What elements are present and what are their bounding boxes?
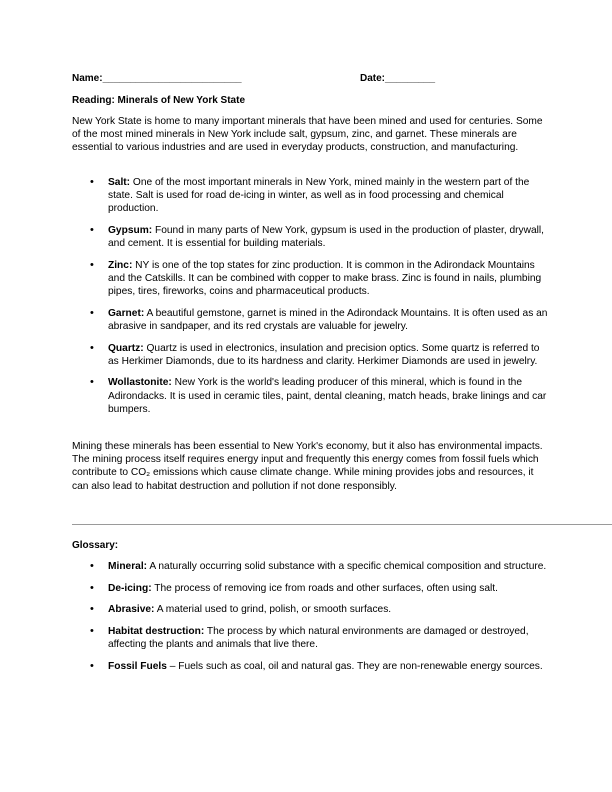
mineral-term: Salt:	[108, 177, 131, 188]
list-item	[72, 259, 548, 299]
list-item	[72, 224, 548, 250]
glossary-definition: The process of removing ice from roads and other surfaces, often using salt.	[151, 582, 498, 594]
header-row	[72, 72, 552, 86]
list-item	[72, 342, 548, 368]
mining-impact-paragraph: Mining these minerals has been essential to New York's economy, but it also has environmental impacts. The mining process itself requires energy input and frequently this energy comes from fossil fuels which contribute to CO₂ emissions which cause climate change. While mining provides jobs and resources, it can also lead to habitat destruction and pollution if not done responsibly.	[72, 441, 543, 492]
list-item	[72, 307, 548, 333]
glossary-definition: – Fuels such as coal, oil and natural gas. They are non-renewable energy sources.	[166, 660, 543, 672]
mineral-term: Gypsum:	[108, 225, 153, 236]
glossary-title: Glossary:	[72, 540, 119, 551]
mineral-description: Quartz is used in electronics, insulation and precision optics. Some quartz is referred to as Herkimer Diamonds, due to its hardness and clarity. Herkimer Diamonds are used in jewelry.	[108, 342, 540, 367]
mineral-term: Wollastonite:	[108, 377, 172, 389]
mineral-term: Garnet:	[108, 307, 145, 319]
list-item	[72, 660, 548, 673]
mineral-description: NY is one of the top states for zinc production. It is common in the Adirondack Mountains and the Catskills. It can be combined with copper to make brass. Zinc is found in nails, plumbing pipes, tires, fireworks, coins and pharmaceutical products.	[108, 259, 542, 298]
glossary-definition: A naturally occurring solid substance with a specific chemical composition and structure.	[147, 561, 547, 572]
glossary-definition: The process by which natural environments are damaged or destroyed, affecting the plants and animals that live there.	[108, 625, 529, 650]
list-item	[72, 376, 548, 416]
mineral-description: A beautiful gemstone, garnet is mined in the Adirondack Mountains. It is often used as an abrasive in sandpaper, and its red crystals are valuable for jewelry.	[108, 307, 548, 332]
date-field-label: Date:_________	[360, 73, 436, 84]
glossary-definition: A material used to grind, polish, or smooth surfaces.	[154, 604, 392, 616]
name-field-label: Name:_________________________	[72, 73, 242, 84]
glossary-term: Habitat destruction:	[108, 625, 205, 637]
reading-title: Reading: Minerals of New York State	[72, 95, 246, 106]
section-divider	[72, 524, 612, 525]
mineral-term: Quartz:	[108, 342, 144, 354]
list-item	[72, 176, 548, 216]
mineral-description: New York is the world's leading producer of this mineral, which is found in the Adirondacks. It is used in ceramic tiles, paint, dental cleaning, match heads, brake linings and car bumpers.	[108, 377, 547, 415]
glossary-term: Mineral:	[108, 561, 148, 572]
mineral-description: One of the most important minerals in New York, mined mainly in the western part of the state. Salt is used for road de-icing in winter, as well as in food processing and chemical production.	[108, 177, 530, 215]
list-item	[72, 625, 548, 651]
list-item	[72, 560, 548, 573]
minerals-list	[72, 176, 548, 424]
intro-paragraph: New York State is home to many important minerals that have been mined and used for centuries. Some of the most mined minerals in New York include salt, gypsum, zinc, and garnet. These minerals are essential to various industries and are used in everyday products, construction, and manufacturing.	[72, 116, 543, 154]
glossary-term: Abrasive:	[108, 604, 155, 616]
glossary-term: Fossil Fuels	[108, 660, 167, 672]
list-item	[72, 582, 548, 595]
mineral-description: Found in many parts of New York, gypsum is used in the production of plaster, drywall, and cement. It is essential for building materials.	[108, 225, 545, 250]
mineral-term: Zinc:	[108, 259, 133, 271]
glossary-term: De-icing:	[108, 582, 152, 594]
list-item	[72, 603, 548, 616]
glossary-list	[72, 560, 548, 681]
